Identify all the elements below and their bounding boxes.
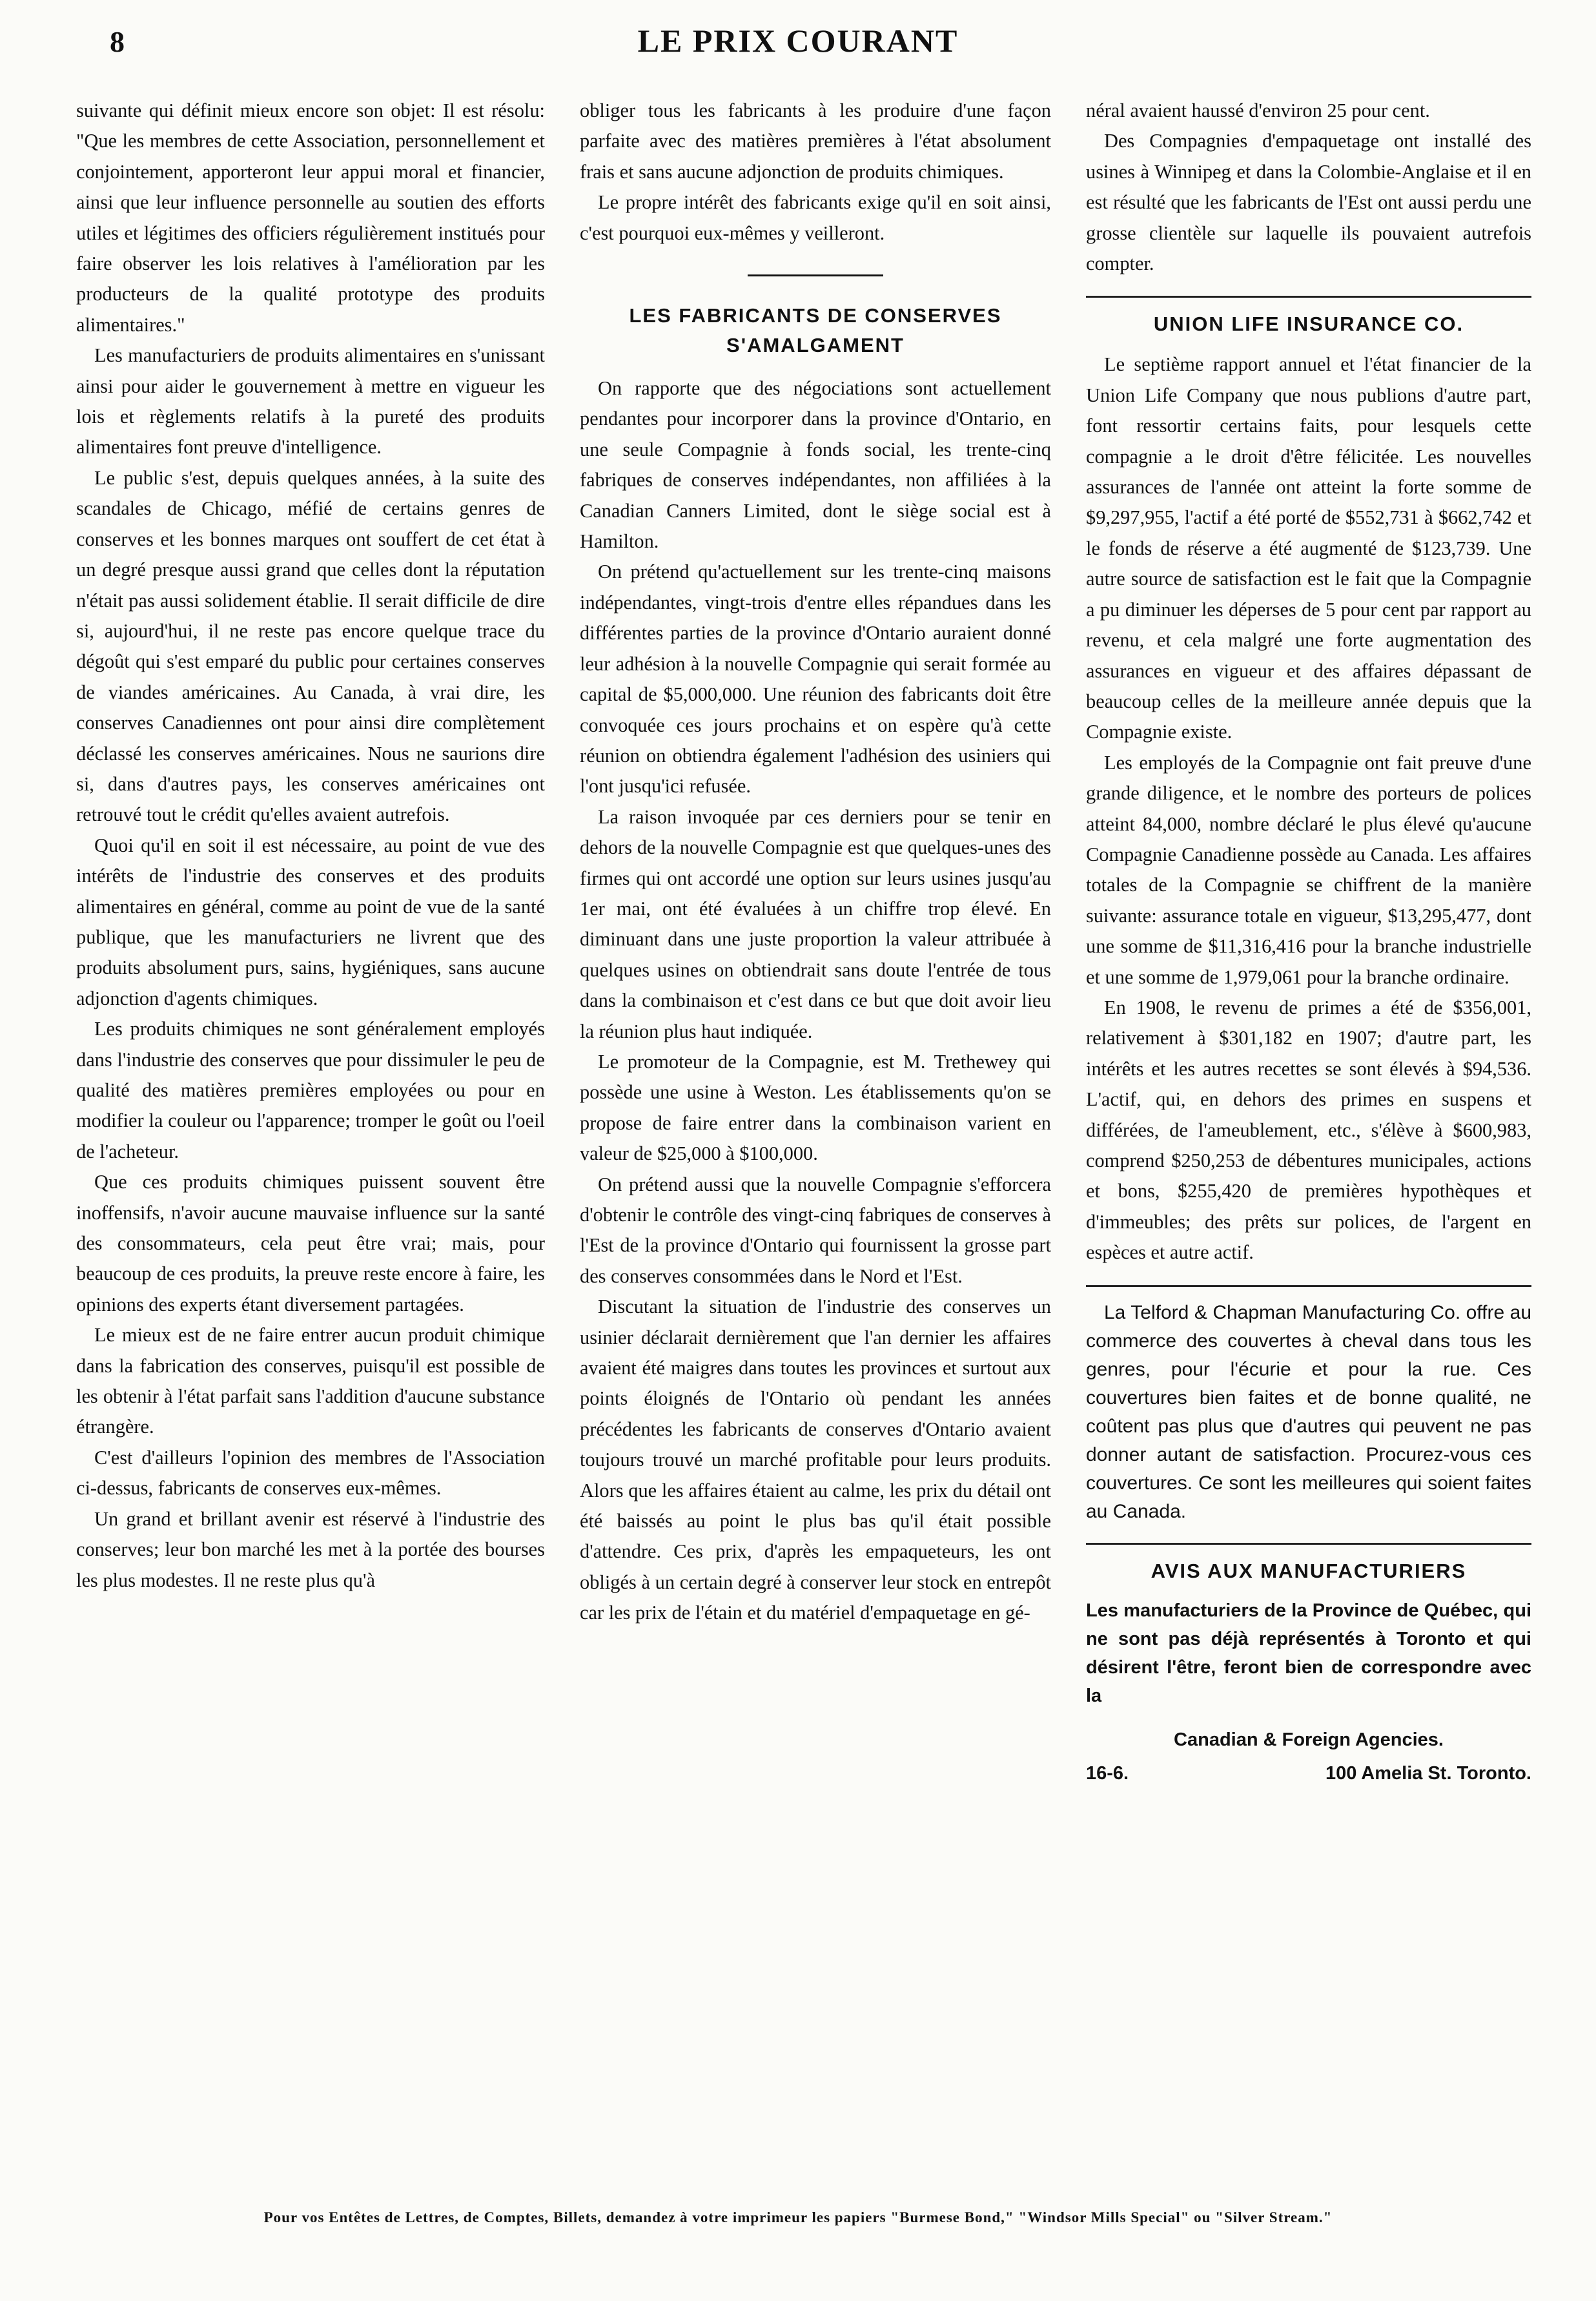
- advertisement-text: La Telford & Chapman Manufacturing Co. offre au commerce des couvertes à cheval dans tous les genres, pour l'écurie et pour la rue. Ces couvertures bien faites et de bonne qualité, ne coûtent pas plus que d'autres qui peuvent ne pas donner autant de satisfaction. Procurez-vous ces couvertures. Ce sont les meilleures qui soient faites au Canada.: [1086, 1301, 1531, 1522]
- paragraph: En 1908, le revenu de primes a été de $356,001, relativement à $301,182 en 1907; d'autre part, les intérêts et les autres recettes se sont élevés à $94,536. L'actif, qui, en dehors des primes en suspens et différées, de l'ameublement, etc., s'élève à $600,983, comprend $250,253 de débentures municipales, actions et bons, $255,420 de premières hypothèques et d'immeubles; des prêts sur polices, de l'argent en espèces et autre actif.: [1086, 996, 1531, 1264]
- paragraph: Les produits chimiques ne sont généralement employés dans l'industrie des conserves que pour dissimuler le peu de qualité des matières premières employées ou pour en modifier la couleur ou l'apparence; tromper le goût ou l'oeil de l'acheteur.: [76, 1018, 545, 1162]
- notice-heading: AVIS AUX MANUFACTURIERS: [1151, 1559, 1467, 1582]
- paragraph: Des Compagnies d'empaquetage ont installé des usines à Winnipeg et dans la Colombie-Anglaise et il en est résulté que les fabricants de l'Est ont aussi perdu une grosse clientèle sur laquelle ils pouvaient autrefois compter.: [1086, 130, 1531, 275]
- article-heading-union-life: UNION LIFE INSURANCE CO.: [1153, 313, 1464, 336]
- footer-advertisement: Pour vos Entêtes de Lettres, de Comptes, Billets, demandez à votre imprimeur les papiers "Burmese Bond," "Windsor Mills Special" ou "Silver Stream.": [263, 2209, 1333, 2225]
- paragraph: On prétend qu'actuellement sur les trente-cinq maisons indépendantes, vingt-trois d'entre elles répandues dans les différentes parties de la province d'Ontario auraient donné leur adhésion à la nouvelle Compagnie qui serait formée au capital de $5,000,000. Une réunion des fabricants doit être convoquée ces jours prochains et on espère qu'à cette réunion on obtiendra également l'adhésion des usiniers qui l'ont jusqu'ici refusée.: [580, 561, 1051, 798]
- column-2: [580, 96, 1051, 2182]
- paragraph: On prétend aussi que la nouvelle Compagnie s'efforcera d'obtenir le contrôle des vingt-cinq fabriques de conserves à l'Est de la province d'Ontario qui fournissent la grosse part des conserves consommées dans le Nord et l'Est.: [580, 1173, 1051, 1287]
- paragraph: Le public s'est, depuis quelques années, à la suite des scandales de Chicago, méfié de certains genres de conserves et les bonnes marques ont souffert de cet état à un degré presque aussi grand que celles dont la réputation n'était pas aussi solidement établie. Il serait difficile de dire si, aujourd'hui, il ne reste pas encore quelque trace du dégoût qui s'est emparé du public pour certaines conserves de viandes américaines. Au Canada, à vrai dire, les conserves Canadiennes ont pour ainsi dire complètement déclassé les conserves américaines. Nous ne saurions dire si, dans d'autres pays, les conserves américaines ont retrouvé tout le crédit qu'elles avaient autrefois.: [76, 466, 545, 826]
- paragraph: suivante qui définit mieux encore son objet: Il est résolu: "Que les membres de cette Association, personnellement et conjointement, apporteront leur appui moral et financier, ainsi que leur influence personnelle au soutien des efforts utiles et légitimes des officiers régulièrement institués pour faire observer les lois relatives à l'amélioration par les producteurs de la qualité prototype des produits alimentaires.": [76, 99, 545, 336]
- section-divider: [748, 274, 883, 276]
- paragraph: Que ces produits chimiques puissent souvent être inoffensifs, n'avoir aucune mauvaise influence sur la santé des consommateurs, cela peut être vrai; mais, pour beaucoup de ces produits, la preuve reste encore à faire, les opinions des experts étant diversement partagées.: [76, 1171, 545, 1316]
- paragraph: Le propre intérêt des fabricants exige qu'il en soit ainsi, c'est pourquoi eux-mêmes y veilleront.: [580, 191, 1051, 244]
- paragraph: néral avaient haussé d'environ 25 pour cent.: [1086, 99, 1430, 121]
- article-heading-conserves: LES FABRICANTS DE CONSERVES S'AMALGAMENT: [629, 304, 1002, 357]
- telford-advertisement: [1086, 1285, 1531, 1526]
- column-1: [76, 96, 545, 2182]
- paragraph: C'est d'ailleurs l'opinion des membres de l'Association ci-dessus, fabricants de conserves eux-mêmes.: [76, 1446, 545, 1500]
- column-3: [1086, 96, 1531, 2182]
- paragraph: Quoi qu'il en soit il est nécessaire, au point de vue des intérêts de l'industrie des conserves et des produits alimentaires en général, comme au point de vue de la santé publique, que les manufacturiers ne livrent que des produits absolument purs, sains, hygiéniques, sans aucune adjonction d'agents chimiques.: [76, 834, 545, 1009]
- paragraph: Le promoteur de la Compagnie, est M. Trethewey qui possède une usine à Weston. Les établissements qu'on se propose de faire entrer dans la combinaison varient en valeur de $25,000 à $100,000.: [580, 1050, 1051, 1165]
- notice-code: 16-6.: [1086, 1762, 1129, 1784]
- paragraph: Le mieux est de ne faire entrer aucun produit chimique dans la fabrication des conserves, puisqu'il est possible de les obtenir à l'état parfait sans l'addition d'aucune substance étrangère.: [76, 1324, 545, 1438]
- paragraph: obliger tous les fabricants à les produire d'une façon parfaite avec des matières premières à l'état absolument frais et sans aucune adjonction de produits chimiques.: [580, 99, 1051, 183]
- paragraph: Un grand et brillant avenir est réservé à l'industrie des conserves; leur bon marché les met à la portée des bourses les plus modestes. Il ne reste plus qu'à: [76, 1507, 545, 1591]
- paragraph: Les manufacturiers de produits alimentaires en s'unissant ainsi pour aider le gouvernement à mettre en vigueur les lois et règlements relatifs à la pureté des produits alimentaires font preuve d'intelligence.: [76, 344, 545, 459]
- paragraph: Les employés de la Compagnie ont fait preuve d'une grande diligence, et le nombre des porteurs de polices atteint 84,000, nombre déclaré le plus élevé qu'aucune Compagnie Canadienne possède au Canada. Les affaires totales de la Compagnie se chiffrent de la manière suivante: assurance totale en vigueur, $13,295,477, dont une somme de $11,316,416 pour la branche industrielle et une somme de 1,979,061 pour la branche ordinaire.: [1086, 751, 1531, 988]
- notice-body: Les manufacturiers de la Province de Québec, qui ne sont pas déjà représentés à Toronto et qui désirent l'être, feront bien de correspondre avec la: [1086, 1600, 1531, 1706]
- union-life-section: [1086, 296, 1531, 1268]
- address-line: [1086, 1759, 1531, 1788]
- paragraph: La raison invoquée par ces derniers pour se tenir en dehors de la nouvelle Compagnie est que quelques-unes des firmes qui ont accordé une option sur leurs usines jusqu'au 1er mai, ont été évaluées à un chiffre trop élevé. En diminuant dans une juste proportion la valeur attribuée à quelques usines on obtiendrait sans doute l'entrée de tous dans la combinaison et c'est dans ce but que doit avoir lieu la réunion plus haut indiquée.: [580, 805, 1051, 1042]
- paragraph: Discutant la situation de l'industrie des conserves un usinier déclarait dernièrement que l'an dernier les affaires avaient été maigres dans toutes les provinces et surtout aux points éloignés de l'Ontario où pendant les années précédentes les fabricants de conserves d'Ontario avaient toujours trouvé un marché profitable pour leurs produits. Alors que les affaires étaient au calme, les prix du détail ont été baissés au point le plus bas qu'il était possible d'attendre. Ces prix, d'après les empaqueteurs, les ont obligés à un certain degré à conserver leur stock en entrepôt car les prix de l'étain et du matériel d'empaquetage en gé-: [580, 1295, 1051, 1624]
- paragraph: Le septième rapport annuel et l'état financier de la Union Life Company que nous publions d'autre part, font ressortir certains faits, pour lesquels cette compagnie a le droit d'être félicitée. Les nouvelles assurances de l'année ont atteint la forte somme de $9,297,955, l'actif a été porté de $552,731 à $662,742 et le fonds de réserve a été augmenté de $123,739. Une autre source de satisfaction est le fait que la Compagnie a pu diminuer les déperses de 5 pour cent par rapport au revenu, et cela malgré une forte augmentation des assurances en vigueur et des affaires dépassant de beaucoup celles de la meilleure année depuis que la Compagnie existe.: [1086, 353, 1531, 743]
- avis-notice: [1086, 1543, 1531, 1788]
- masthead-title: LE PRIX COURANT: [637, 23, 959, 59]
- paragraph: On rapporte que des négociations sont actuellement pendantes pour incorporer dans la province d'Ontario, en une seule Compagnie à fonds social, les trente-cinq fabriques de conserves indépendantes, non affiliées à la Canadian Canners Limited, dont le siège social est à Hamilton.: [580, 377, 1051, 553]
- agency-address: 100 Amelia St. Toronto.: [1325, 1762, 1531, 1784]
- agency-name: Canadian & Foreign Agencies.: [1174, 1729, 1444, 1750]
- page-number: 8: [110, 25, 125, 58]
